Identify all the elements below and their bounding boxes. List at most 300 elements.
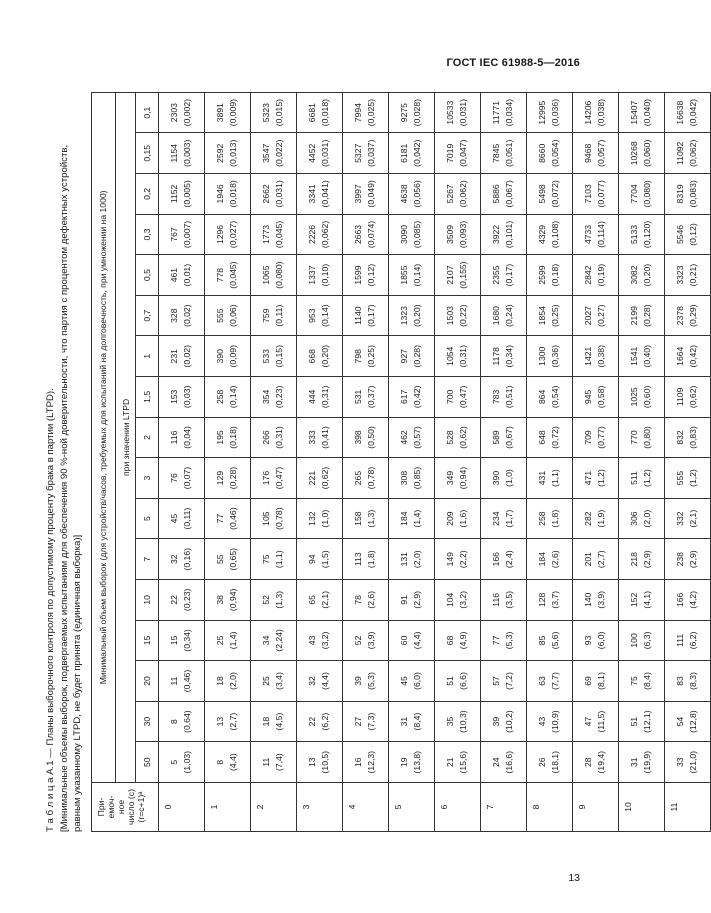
confidence-value: (0,72) — [550, 426, 560, 449]
confidence-value: (0,045) — [274, 220, 284, 249]
table-cell — [296, 417, 342, 458]
table-cell — [434, 255, 480, 296]
confidence-value: (0,060) — [642, 139, 652, 167]
confidence-value: (0,23) — [274, 385, 284, 409]
sample-size-value: 1773 — [261, 224, 271, 245]
table-cell — [250, 255, 296, 296]
caption-line-1: Т а б л и ц а А.1 — Планы выборочного контроля по допустимому проценту брака в партии (LTPD). — [45, 388, 56, 832]
confidence-value: (3,2) — [458, 591, 468, 609]
sample-size-value: 7704 — [629, 184, 639, 204]
confidence-value: (0,54) — [550, 385, 560, 409]
caption-line-2: [Минимальные объемы выборок, подвергаемых испытаниям для обеспечения 90 %-ной доверительности, что партия с процентом дефектных устройств, — [58, 144, 70, 832]
table-cell — [664, 295, 710, 336]
confidence-value: (0,056) — [412, 180, 422, 208]
sample-size-value: 1300 — [537, 346, 547, 366]
confidence-value: (0,031) — [458, 99, 468, 127]
confidence-value: (0,47) — [458, 385, 468, 409]
confidence-value: (0,77) — [596, 426, 606, 449]
confidence-value: (1,03) — [182, 750, 192, 774]
sample-size-value: 648 — [537, 430, 547, 445]
table-cell — [158, 458, 204, 499]
table-cell — [158, 214, 204, 255]
table-cell — [388, 580, 434, 621]
sample-size-value: 461 — [169, 267, 179, 283]
sample-size-value: 83 — [675, 676, 685, 686]
sample-size-value: 4452 — [307, 143, 317, 163]
table-cell — [296, 580, 342, 621]
confidence-value: (0,16) — [182, 548, 192, 571]
confidence-value: (0,040) — [642, 99, 652, 127]
confidence-value: (0,025) — [366, 99, 376, 127]
sample-size-value: 68 — [445, 635, 455, 646]
sample-size-value: 234 — [491, 511, 501, 526]
ltpd-column-header: 1,5 — [135, 377, 158, 418]
confidence-value: (0,78) — [366, 466, 376, 490]
confidence-value: (0,005) — [182, 180, 192, 208]
confidence-value: (0,23) — [182, 588, 192, 612]
confidence-value: (13,8) — [412, 750, 422, 774]
table-cell — [526, 580, 572, 621]
table-cell — [480, 498, 526, 539]
sample-size-value: 78 — [353, 595, 363, 605]
sample-size-value: 166 — [675, 592, 685, 607]
table-cell — [664, 92, 710, 133]
sample-size-value: 75 — [261, 554, 271, 565]
confidence-value: (2,6) — [550, 550, 560, 569]
table-cell — [296, 295, 342, 336]
confidence-value: (6,0) — [412, 672, 422, 690]
sample-size-value: 60 — [399, 635, 409, 646]
confidence-value: (0,28) — [642, 304, 652, 327]
confidence-value: (19,9) — [642, 750, 652, 774]
table-row — [342, 92, 388, 831]
confidence-value: (0,19) — [596, 263, 606, 287]
table-cell — [296, 255, 342, 296]
confidence-value: (8,3) — [688, 672, 698, 690]
sample-size-value: 38 — [215, 595, 225, 605]
confidence-value: (0,51) — [504, 385, 514, 409]
sample-size-value: 35 — [445, 716, 455, 727]
confidence-value: (0,22) — [458, 304, 468, 327]
confidence-value: (5,3) — [366, 672, 376, 690]
acceptance-number: 8 — [526, 783, 572, 832]
table-cell — [572, 377, 618, 418]
sample-size-value: 25 — [261, 676, 271, 686]
table-cell — [572, 661, 618, 702]
table-row — [618, 92, 664, 831]
sample-size-value: 306 — [629, 511, 639, 526]
table-cell — [618, 742, 664, 783]
table-cell — [388, 417, 434, 458]
confidence-value: (0,40) — [642, 345, 652, 368]
confidence-value: (8,4) — [642, 672, 652, 690]
sample-size-value: 2662 — [261, 184, 271, 204]
sample-size-value: 65 — [307, 595, 317, 605]
confidence-value: (7,7) — [550, 672, 560, 690]
confidence-value: (0,14) — [412, 263, 422, 287]
sample-size-value: 533 — [261, 349, 271, 364]
table-cell — [296, 92, 342, 133]
sample-size-header: Минимальный объем выборок (для устройств/часов, требуемых для испытаний на долговечность, при умножении на 1000) — [91, 92, 116, 782]
confidence-value: (0,07) — [182, 466, 192, 490]
table-cell — [434, 498, 480, 539]
sample-size-value: 9275 — [399, 103, 409, 123]
sample-size-value: 783 — [491, 389, 501, 405]
confidence-value: (0,062) — [688, 139, 698, 167]
sample-size-value: 16638 — [675, 100, 685, 125]
table-cell — [342, 539, 388, 580]
sample-size-value: 129 — [215, 470, 225, 486]
table-cell — [434, 295, 480, 336]
table-cell — [158, 336, 204, 377]
table-cell — [526, 458, 572, 499]
table-cell — [618, 620, 664, 661]
confidence-value: (0,31) — [320, 385, 330, 409]
table-cell — [204, 458, 250, 499]
confidence-value: (0,62) — [320, 466, 330, 490]
table-cell — [434, 458, 480, 499]
table-cell — [572, 498, 618, 539]
confidence-value: (0,80) — [642, 426, 652, 449]
confidence-value: (2,1) — [320, 591, 330, 609]
confidence-value: (1,0) — [504, 469, 514, 487]
sample-size-value: 55 — [215, 554, 225, 565]
ltpd-column-header: 0,5 — [135, 255, 158, 296]
sample-size-value: 111 — [675, 633, 685, 647]
table-cell — [342, 92, 388, 133]
table-cell — [296, 377, 342, 418]
confidence-value: (0,034) — [504, 99, 514, 127]
sample-size-value: 7019 — [445, 143, 455, 163]
confidence-value: (0,64) — [182, 710, 192, 733]
sample-size-value: 2599 — [537, 265, 547, 285]
sample-size-value: 18 — [215, 676, 225, 686]
table-cell — [250, 620, 296, 661]
sample-size-value: 51 — [629, 716, 639, 727]
confidence-value: (0,002) — [182, 99, 192, 127]
table-cell — [388, 295, 434, 336]
table-cell — [434, 620, 480, 661]
sample-size-value: 709 — [583, 430, 593, 445]
confidence-value: (0,03) — [182, 385, 192, 409]
table-cell — [526, 661, 572, 702]
confidence-value: (0,27) — [596, 304, 606, 327]
confidence-value: (0,155) — [458, 261, 468, 289]
sample-size-value: 3323 — [675, 265, 685, 285]
sample-size-value: 1296 — [215, 224, 225, 245]
sample-size-value: 4733 — [583, 224, 593, 245]
confidence-value: (2,0) — [642, 509, 652, 528]
confidence-value: (0,042) — [688, 99, 698, 127]
sample-size-value: 218 — [629, 552, 639, 567]
confidence-value: (6,0) — [596, 631, 606, 650]
confidence-value: (0,28) — [412, 345, 422, 368]
table-cell — [296, 458, 342, 499]
table-cell — [158, 133, 204, 174]
confidence-value: (10,2) — [504, 710, 514, 733]
confidence-value: (0,83) — [688, 426, 698, 449]
sample-size-value: 22 — [307, 716, 317, 727]
confidence-value: (0,34) — [182, 629, 192, 652]
sample-size-value: 14206 — [583, 100, 593, 125]
table-cell — [526, 742, 572, 783]
table-cell — [204, 336, 250, 377]
sample-size-value: 16 — [353, 757, 363, 767]
table-cell — [204, 377, 250, 418]
confidence-value: (0,11) — [182, 507, 192, 530]
sample-size-value: 6181 — [399, 143, 409, 163]
confidence-value: (0,67) — [504, 426, 514, 449]
confidence-value: (1,9) — [596, 509, 606, 528]
table-cell — [342, 580, 388, 621]
table-cell — [250, 377, 296, 418]
sample-size-value: 390 — [491, 470, 501, 486]
table-cell — [572, 336, 618, 377]
sample-size-value: 10533 — [445, 100, 455, 125]
table-cell — [250, 133, 296, 174]
sample-size-value: 1178 — [491, 347, 501, 366]
table-cell — [572, 214, 618, 255]
table-cell — [250, 336, 296, 377]
sample-size-value: 31 — [399, 716, 409, 727]
sample-size-value: 132 — [307, 511, 317, 526]
acceptance-number: 1 — [204, 783, 250, 832]
sample-size-value: 221 — [307, 470, 317, 486]
document-header: ГОСТ IEC 61988-5—2016 — [446, 57, 580, 69]
table-cell — [342, 295, 388, 336]
sample-size-value: 3997 — [353, 184, 363, 204]
confidence-value: (0,062) — [458, 180, 468, 208]
sample-size-value: 2027 — [583, 306, 593, 326]
sample-size-value: 431 — [537, 470, 547, 486]
sample-size-value: 4638 — [399, 184, 409, 204]
confidence-value: (21,0) — [688, 750, 698, 774]
confidence-value: (0,031) — [320, 139, 330, 167]
confidence-value: (4,1) — [642, 591, 652, 609]
table-cell — [526, 620, 572, 661]
sample-size-value: 282 — [583, 511, 593, 526]
confidence-value: (2,9) — [412, 591, 422, 609]
table-cell — [618, 377, 664, 418]
confidence-value: (3,2) — [320, 631, 330, 650]
confidence-value: (0,093) — [458, 220, 468, 249]
sample-size-value: 2226 — [307, 224, 317, 245]
sample-size-value: 668 — [307, 349, 317, 364]
ltpd-column-header: 2 — [135, 417, 158, 458]
confidence-value: (7,3) — [366, 712, 376, 731]
confidence-value: (0,47) — [274, 466, 284, 490]
confidence-value: (0,20) — [642, 263, 652, 287]
sample-size-value: 77 — [491, 635, 501, 646]
confidence-value: (2,7) — [228, 712, 238, 731]
sample-size-value: 266 — [261, 430, 271, 445]
sample-size-value: 195 — [215, 430, 225, 445]
acceptance-number: 11 — [664, 783, 710, 832]
sample-size-value: 75 — [629, 676, 639, 686]
table-cell — [342, 133, 388, 174]
table-cell — [526, 539, 572, 580]
table-row — [526, 92, 572, 831]
confidence-value: (18,1) — [550, 750, 560, 774]
sample-size-value: 8 — [215, 759, 225, 765]
table-cell — [618, 701, 664, 742]
table-cell — [158, 377, 204, 418]
table-cell — [664, 539, 710, 580]
confidence-value: (0,58) — [596, 385, 606, 409]
sample-size-value: 158 — [353, 511, 363, 526]
table-cell — [618, 580, 664, 621]
table-cell — [388, 255, 434, 296]
sample-size-value: 201 — [583, 552, 593, 567]
table-cell — [250, 661, 296, 702]
sample-size-value: 5546 — [675, 224, 685, 245]
table-cell — [204, 417, 250, 458]
confidence-value: (1,1) — [274, 550, 284, 569]
confidence-value: (2,4) — [504, 550, 514, 569]
confidence-value: (4,2) — [688, 591, 698, 609]
table-cell — [480, 133, 526, 174]
sample-size-value: 3509 — [445, 224, 455, 245]
sample-size-value: 555 — [675, 470, 685, 486]
acceptance-number: 0 — [158, 783, 204, 832]
table-cell — [296, 661, 342, 702]
sample-size-value: 116 — [491, 592, 501, 607]
table-cell — [388, 742, 434, 783]
table-cell — [434, 377, 480, 418]
table-cell — [664, 377, 710, 418]
table-cell — [250, 295, 296, 336]
sample-size-value: 8660 — [537, 143, 547, 163]
table-cell — [204, 620, 250, 661]
sample-size-value: 1140 — [353, 306, 363, 325]
table-cell — [572, 620, 618, 661]
sample-size-value: 3547 — [261, 143, 271, 163]
confidence-value: (1,6) — [458, 509, 468, 528]
table-cell — [158, 92, 204, 133]
confidence-value: (0,29) — [688, 304, 698, 327]
sample-size-value: 308 — [399, 470, 409, 486]
table-cell — [526, 295, 572, 336]
confidence-value: (2,2) — [458, 550, 468, 569]
page-number: 13 — [568, 872, 580, 884]
sample-size-value: 3922 — [491, 224, 501, 245]
sample-size-value: 85 — [537, 635, 547, 646]
ltpd-column-header: 0,15 — [135, 133, 158, 174]
confidence-value: (1,1) — [550, 469, 560, 487]
confidence-value: (3,9) — [596, 591, 606, 609]
sample-size-value: 528 — [445, 430, 455, 445]
confidence-value: (0,028) — [412, 99, 422, 127]
ltpd-column-header: 3 — [135, 458, 158, 499]
sample-size-value: 2107 — [445, 265, 455, 285]
table-caption — [44, 92, 85, 832]
confidence-value: (0,072) — [550, 180, 560, 208]
table-row — [204, 92, 250, 831]
sample-size-value: 39 — [491, 716, 501, 727]
table-cell — [618, 174, 664, 215]
sample-size-value: 54 — [675, 716, 685, 727]
table-cell — [480, 620, 526, 661]
sample-size-value: 265 — [353, 470, 363, 486]
table-cell — [250, 539, 296, 580]
table-cell — [158, 498, 204, 539]
confidence-value: (0,080) — [274, 261, 284, 289]
table-cell — [664, 133, 710, 174]
confidence-value: (0,027) — [228, 220, 238, 249]
confidence-value: (0,41) — [320, 426, 330, 449]
table-cell — [250, 92, 296, 133]
sample-size-value: 32 — [307, 676, 317, 686]
confidence-value: (0,038) — [596, 99, 606, 127]
sample-size-value: 28 — [583, 757, 593, 767]
confidence-value: (2,0) — [228, 672, 238, 690]
confidence-value: (0,06) — [228, 304, 238, 327]
table-cell — [296, 133, 342, 174]
table-cell — [526, 133, 572, 174]
sample-size-value: 1664 — [675, 346, 685, 366]
sample-size-value: 6681 — [307, 103, 317, 123]
sample-size-value: 1109 — [675, 387, 685, 407]
table-cell — [204, 498, 250, 539]
sample-size-value: 2303 — [169, 103, 179, 123]
table-cell — [664, 417, 710, 458]
sample-size-value: 531 — [353, 389, 363, 405]
table-cell — [158, 295, 204, 336]
confidence-value: (5,3) — [504, 631, 514, 650]
confidence-value: (0,022) — [274, 139, 284, 167]
confidence-value: (1,4) — [412, 509, 422, 528]
table-cell — [480, 336, 526, 377]
ltpd-column-header: 0,1 — [135, 92, 158, 133]
confidence-value: (1,0) — [320, 509, 330, 528]
confidence-value: (0,02) — [182, 345, 192, 368]
confidence-value: (0,009) — [228, 99, 238, 127]
sample-size-value: 43 — [537, 716, 547, 727]
table-cell — [204, 174, 250, 215]
table-cell — [342, 255, 388, 296]
sample-size-value: 8319 — [675, 184, 685, 204]
table-cell — [664, 214, 710, 255]
table-cell — [480, 661, 526, 702]
table-cell — [250, 417, 296, 458]
sample-size-value: 21 — [445, 757, 455, 767]
table-cell — [296, 742, 342, 783]
confidence-value: (0,074) — [366, 220, 376, 249]
table-cell — [204, 255, 250, 296]
table-cell — [434, 539, 480, 580]
ltpd-column-header: 15 — [135, 620, 158, 661]
confidence-value: (0,85) — [412, 466, 422, 490]
table-cell — [664, 498, 710, 539]
table-cell — [158, 661, 204, 702]
sample-size-value: 57 — [491, 676, 501, 686]
confidence-value: (0,003) — [182, 139, 192, 167]
acceptance-number: 9 — [572, 783, 618, 832]
sample-size-value: 45 — [399, 676, 409, 686]
confidence-value: (10,9) — [550, 710, 560, 733]
table-cell — [388, 539, 434, 580]
confidence-value: (0,01) — [182, 263, 192, 287]
sample-size-value: 69 — [583, 676, 593, 686]
table-cell — [664, 174, 710, 215]
table-cell — [572, 255, 618, 296]
confidence-value: (0,15) — [274, 345, 284, 368]
table-cell — [526, 336, 572, 377]
confidence-value: (0,17) — [504, 263, 514, 287]
confidence-value: (0,94) — [228, 588, 238, 612]
confidence-value: (3,5) — [504, 591, 514, 609]
table-cell — [296, 174, 342, 215]
